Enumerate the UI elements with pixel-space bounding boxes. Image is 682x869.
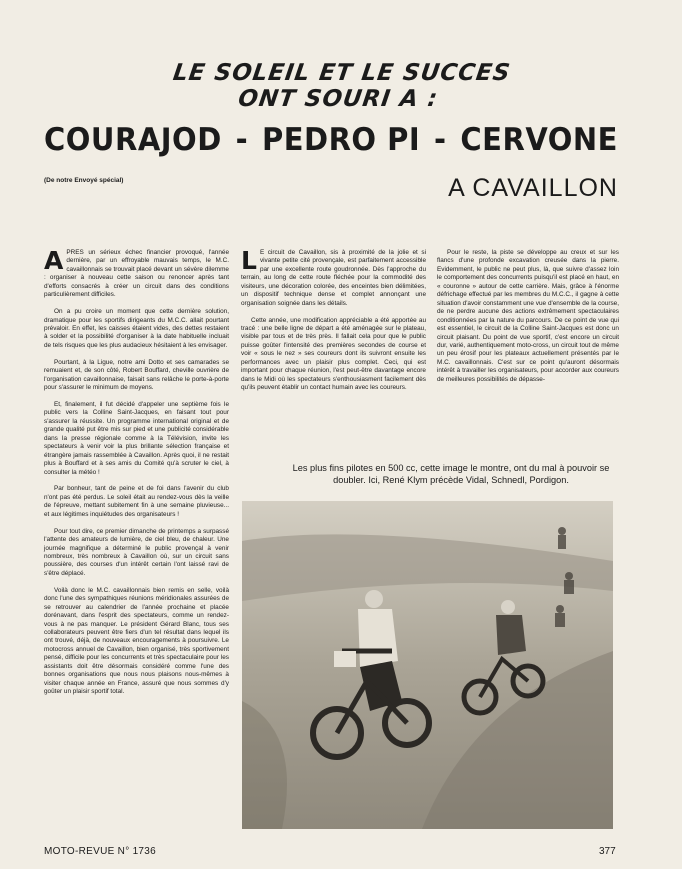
paragraph: APRES un sérieux échec financier provoqué, l'année dernière, par un effroyable mauvais temps, le M.C. cavaillonnais se trouvait placé devant un sévère dilemme : organiser à nouveau cette saison ou renoncer après tant d'efforts consacrés à créer un circuit dans des conditions particulièrement difficiles. xyxy=(44,246,229,299)
paragraph: Voilà donc le M.C. cavaillonnais bien remis en selle, voilà donc l'une des sympathiques réunions méridionales assurées de se retrouver au calendrier de l'année prochaine et placée dorénavant, dans l'esprit des spectateurs, comme un rendez-vous à ne pas manquer. Le président Gérard Blanc, tous ses collaborateurs peuvent être fiers d'un tel résultat dans lequel ils ont trouvé, déjà, de nouveaux encouragements à poursuivre. Le motocross annuel de Cavaillon, bien organisé, très sportivement pensé, difficile pour les concurrents et très spectaculaire pour les assistants doit être désormais considéré comme l'une des bonnes organisations que nous nous plaisons nous-mêmes à visiter chaque année en France, assuré que nous sommes d'y goûter un plaisir sportif total. xyxy=(44,586,229,696)
paragraph: Pourtant, à la Ligue, notre ami Dotto et ses camarades se remuaient et, de son côté, Robert Bouffard, cheville ouvrière de l'organisation cavaillonnaise, faisait sans relâche le porte-à-porte pour s'assurer le minimum de moyens. xyxy=(44,358,229,392)
magazine-footer: MOTO-REVUE N° 1736 xyxy=(44,846,157,857)
kicker-line-1: LE SOLEIL ET LE SUCCES xyxy=(171,60,513,86)
photo-motocross xyxy=(242,501,613,829)
headline xyxy=(44,121,618,158)
kicker xyxy=(56,60,623,112)
column-3 xyxy=(437,249,619,393)
name-courajod: COURAJOD xyxy=(44,120,222,158)
byline: (De notre Envoyé spécial) xyxy=(44,177,124,184)
paragraph: Pour tout dire, ce premier dimanche de printemps a surpassé l'attente des amateurs de lumière, de ciel bleu, de chaleur. Une journée magnifique a déterminé le public provençal à venir nombreux, très nombreux à Cavaillon où, sur un circuit sans poussière, des courses d'un intérêt certain l'ont laissé ravi de s'être déplacé. xyxy=(44,527,229,577)
paragraph: L E circuit de Cavaillon, sis à proximité de la jolie et si vivante petite cité provençale, est parfaitement accessible par une excellente route goudronnée. Dès l'approche du terrain, au long de cette route fléchée pour la commodité des visiteurs, une décoration colorée, des enceintes bien délimitées, un dispositif technique dense et complet annonçant une organisation soignée dans les détails. xyxy=(241,246,426,307)
column-1 xyxy=(44,246,229,705)
name-cervone: CERVONE xyxy=(460,120,618,158)
name-pedro-pi: PEDRO PI xyxy=(261,120,421,158)
page-number: 377 xyxy=(599,846,616,857)
photo-illustration xyxy=(242,501,613,829)
paragraph: Cette année, une modification appréciable a été apportée au tracé : une belle ligne de départ a été aménagée sur le plateau, visible par tous et de très près. Il fallait cela pour que le public puisse goûter l'intensité des premières secondes de course et voir « sous le nez » ses coureurs dont ils suivront ensuite les performances avec un plaisir plus complet. Ceci, qui est important pour chaque réunion, l'est peut-être davantage encore dans le Midi où les spectateurs s'enthousiasment facilement dès qu'ils peuvent établir un contact humain avec les coureurs. xyxy=(241,316,426,392)
dropcap: A xyxy=(44,246,64,275)
photo-caption: Les plus fins pilotes en 500 cc, cette image le montre, ont du mal à pouvoir se doubler. Ici, René Klym précède Vidal, Schnedl, Pordigon. xyxy=(292,463,610,485)
dash-2: - xyxy=(434,120,447,158)
paragraph: On a pu croire un moment que cette dernière solution, dramatique pour les sportifs dirigeants du M.C.C. allait pourtant prévaloir. En effet, les caisses étaient vides, des dettes restaient à solder et la possibilité d'organiser à la date habituelle incluait de tels risques que les plus audacieux hésitaient à les envisager. xyxy=(44,308,229,349)
place-title: A CAVAILLON xyxy=(448,174,618,202)
paragraph: Par bonheur, tant de peine et de foi dans l'avenir du club n'ont pas été perdus. Le soleil était au rendez-vous dès la veille de l'épreuve, mettant subitement fin à une semaine pluvieuse... et aux légitimes inquiétudes des organisateurs ! xyxy=(44,485,229,518)
kicker-line-2: ONT SOURI A : xyxy=(236,86,440,112)
paragraph: Pour le reste, la piste se développe au creux et sur les flancs d'une profonde excavation creusée dans la pierre. Evidemment, le public ne peut plus, là, que suivre d'assez loin le comportement des concurrents puisqu'il est placé en haut, en « couronne » autour de cette carrière. Mais, grâce à l'énorme défrichage effectué par les membres du M.C.C., il gagne à cette situation d'avoir constamment une vue d'ensemble de la course, de ne perdre aucune des actions extrêmement spectaculaires conditionnées par la nature du parcours. De ce point de vue qui est essentiel, le circuit de la Colline Saint-Jacques est donc un circuit plaisant. Du point de vue sportif, c'est encore un circuit dur, varié, authentiquement moto-cross, un circuit tout de même un peu érosif pour les plateaux actuellement présentés par le M.C. cavaillonnais. C'est sur ce point qu'auront désormais intérêt à travailler les organisateurs, pour accorder aux coureurs de meilleures possibilités de dépasse- xyxy=(437,249,619,383)
dropcap: L xyxy=(241,246,257,275)
column-2 xyxy=(241,246,426,401)
paragraph: Et, finalement, il fut décidé d'appeler une septième fois le public vers la Colline Saint-Jacques, en faisant tout pour s'assurer la réussite. Un programme international original et de grande qualité put être mis sur pied et une publicité considérable dans la presse régionale comme à la Télévision, invite les spectateurs à venir voir la plus brillante sélection française et étrangère jamais rassemblée à Cavaillon. Après quoi, il ne restait plus à Bouffard et à ses amis du Comité qu'à scruter le ciel, à consulter la météo ! xyxy=(44,400,229,476)
dash-1: - xyxy=(235,120,249,158)
